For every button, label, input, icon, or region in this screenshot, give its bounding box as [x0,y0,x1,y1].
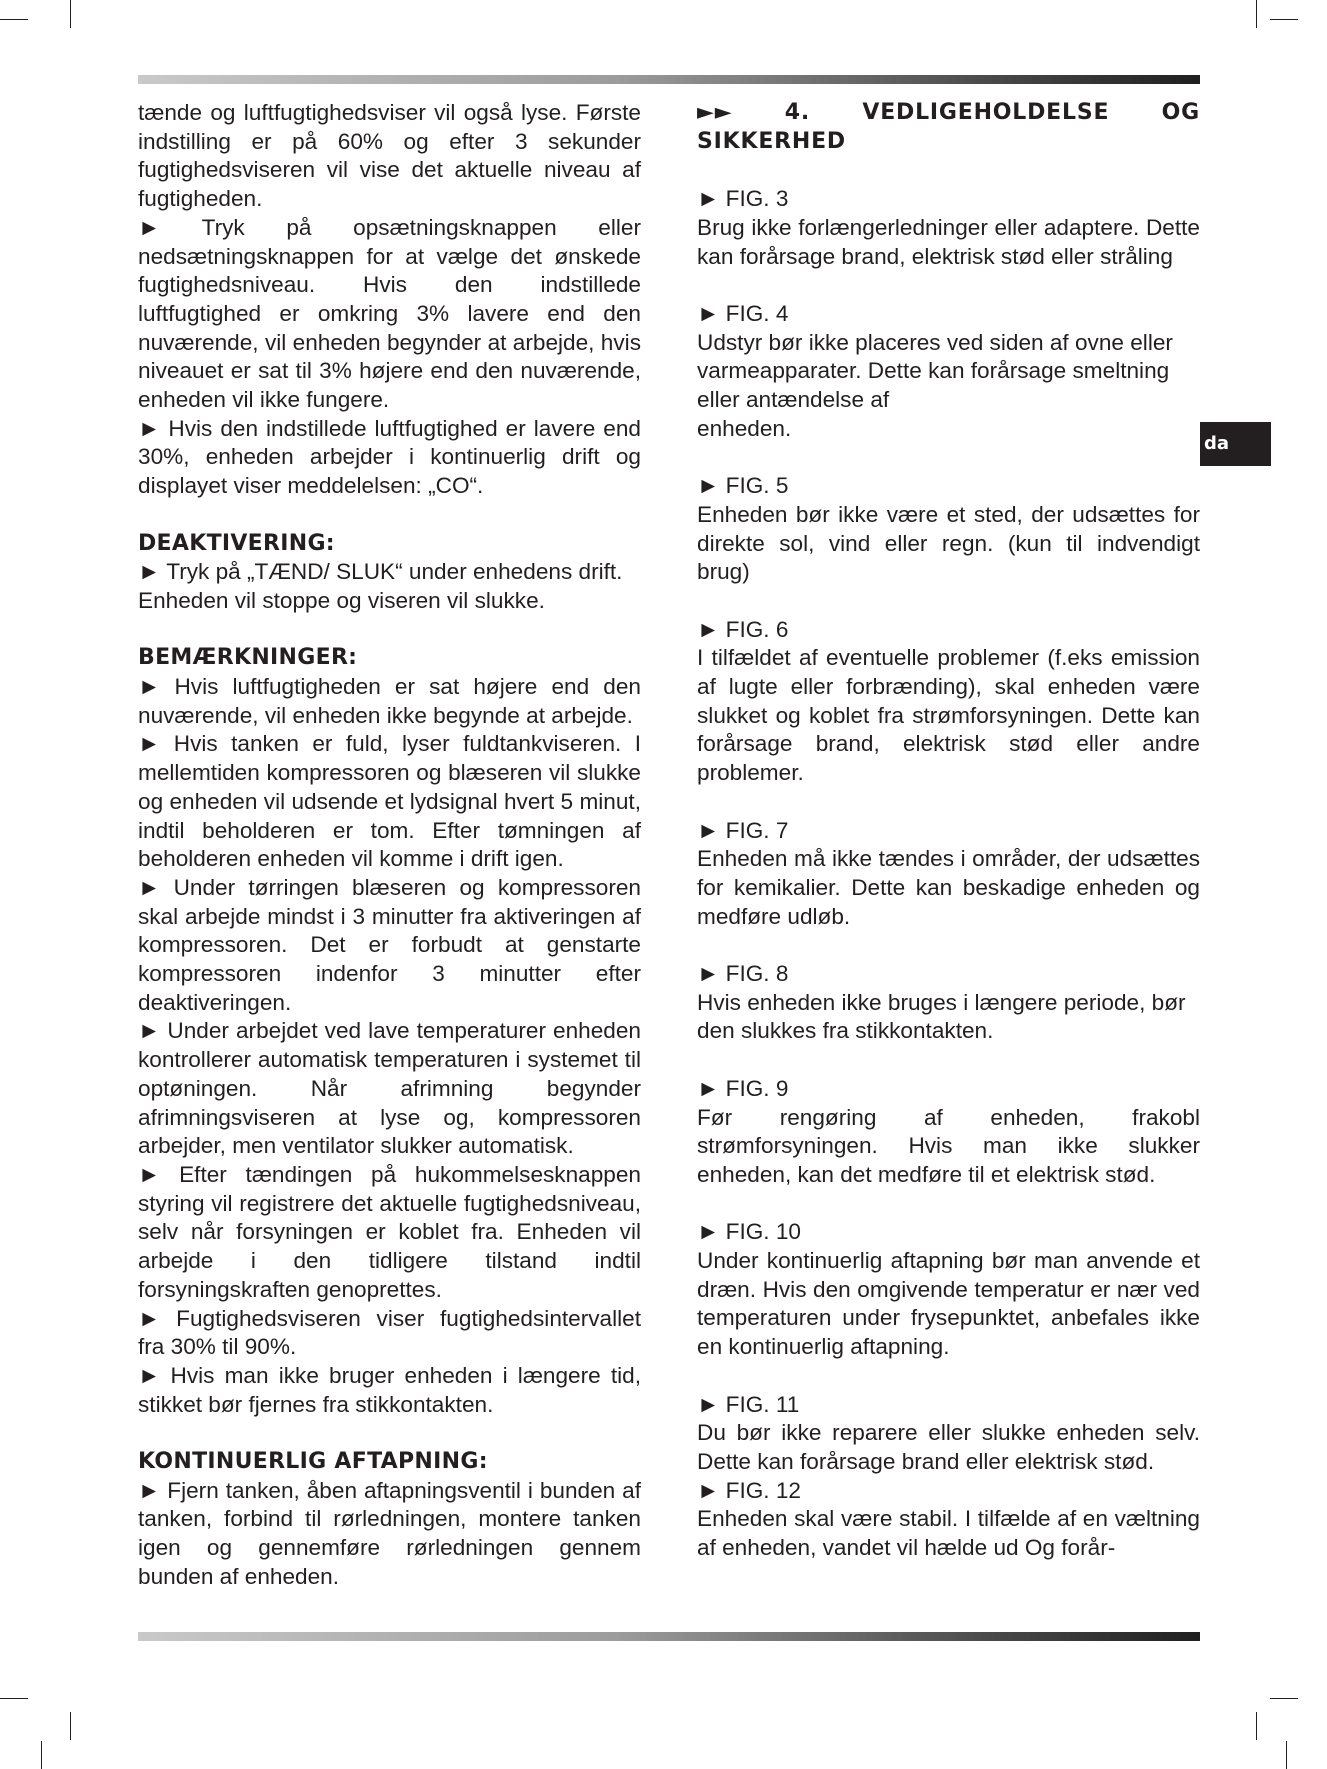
note-item: ► Hvis man ikke bruger enheden i længere tid, stikket bør fjernes fra stikkontakten. [138,1362,641,1417]
note-item: ► Efter tændingen på hukommelsesknappen styring vil registrere det aktuelle fugtighedsniveau, selv når forsyningen er koblet fra. Enheden vil arbejde i den tidligere tilstand indtil forsyningskraften genoprettes. [138,1161,641,1302]
fig-label: ► FIG. 10 [697,1219,801,1245]
fig-text: Før rengøring af enheden, frakobl strømforsyningen. Hvis man ikke slukker enheden, kan det medføre til et elektrisk stød. [697,1104,1200,1187]
footer-rule [138,1632,1200,1641]
section-heading-maintenance: ►► 4. VEDLIGEHOLDELSE OG SIKKERHED [697,100,1200,154]
fig-label: ► FIG. 3 [697,186,789,212]
crop-mark-bottom-right-h [1270,1698,1298,1699]
right-column [697,99,1200,1563]
crop-mark-top-right-h [1270,19,1298,20]
note-item: ► Under arbejdet ved lave temperaturer enheden kontrollerer automatisk temperaturen i systemet til optøningen. Når afrimning begynder afrimningsviseren at lyse og, kompressoren arbejder, men ventilator slukker automatisk. [138,1018,641,1159]
crop-mark-bottom-left-h [0,1698,28,1699]
fig-text: Brug ikke forlængerledninger eller adaptere. Dette kan forårsage brand, elektrisk stød eller stråling [697,214,1200,269]
fig-text: Enheden bør ikke være et sted, der udsættes for direkte sol, vind eller regn. (kun til indvendigt brug) [697,501,1200,585]
fig-label: ► FIG. 12 [697,1477,801,1503]
fig-label: ► FIG. 6 [697,616,789,642]
fig-label: ► FIG. 8 [697,961,789,986]
note-item: ► Fugtighedsviseren viser fugtighedsintervallet fra 30% til 90%. [138,1305,641,1360]
fig-label: ► FIG. 9 [697,1075,789,1101]
fig-text: Under kontinuerlig aftapning bør man anvende et dræn. Hvis den omgivende temperatur er nær ved temperaturen under frysepunktet, anbefales ikke en kontinuerlig aftapning. [697,1248,1200,1360]
crop-mark-bottom-left-v [70,1712,71,1740]
heading-deactivation: DEAKTIVERING: [138,530,335,556]
fig-text: I tilfældet af eventuelle problemer (f.eks emission af lugte eller forbrænding), skal enheden være slukket og koblet fra strømforsyningen. Dette kan forårsage brand, elektrisk stød eller andre problemer. [697,645,1200,786]
note-item: ► Hvis tanken er fuld, lyser fuldtankviseren. I mellemtiden kompressoren og blæseren vil slukke og enheden vil udsende et lydsignal hvert 5 minut, indtil beholderen er tom. Efter tømningen af beholderen enheden vil komme i drift igen. [138,731,641,872]
fig-text: Enheden må ikke tændes i områder, der udsættes for kemikalier. Dette kan beskadige enheden og medføre udløb. [697,846,1200,929]
note-item: ► Under tørringen blæseren og kompressoren skal arbejde mindst i 3 minutter fra aktiveringen af kompressoren. Det er forbudt at genstarte kompressoren indenfor 3 minutter efter deaktiveringen. [138,874,641,1015]
header-rule [138,75,1200,84]
crop-mark-bottom-right-v2 [1286,1741,1287,1769]
crop-mark-bottom-right-v [1256,1712,1257,1740]
heading-notes: BEMÆRKNINGER: [138,645,358,671]
crop-mark-top-right-v [1256,0,1257,28]
paragraph-continuous-mode: ► Hvis den indstillede luftfugtighed er lavere end 30%, enheden arbejder i kontinuerlig drift og displayet viser meddelelsen: „CO“. [138,415,641,499]
fig-text: Udstyr bør ikke placeres ved siden af ovne eller varmeapparater. Dette kan forårsage smeltning eller antændelse af [697,329,1173,412]
fig-label: ► FIG. 5 [697,473,789,499]
crop-mark-top-left-h [0,19,28,20]
fig-label: ► FIG. 4 [697,300,789,326]
paragraph-continuous-drain: ► Fjern tanken, åben aftapningsventil i bunden af tanken, forbind til rørledningen, montere tanken igen og gennemføre rørledningen gennem bunden af enheden. [138,1477,641,1589]
paragraph-setting: ► Tryk på opsætningsknappen eller nedsætningsknappen for at vælge det ønskede fugtighedsniveau. Hvis den indstillede luftfugtighed er omkring 3% lavere end den nuværende, vil enheden begynder at arbejde, hvis niveauet er sat til 3% højere end den nuværende, enheden vil ikke fungere. [138,214,641,413]
fig-text: Hvis enheden ikke bruges i længere periode, bør den slukkes fra stikkontakten. [697,989,1186,1044]
fig-text: Enheden skal være stabil. I tilfælde af en væltning af enheden, vandet vil hælde ud Og forår- [697,1506,1200,1561]
crop-mark-top-left-v [70,0,71,28]
fig-label: ► FIG. 7 [697,817,789,843]
fig-label: ► FIG. 11 [697,1391,800,1417]
paragraph-intro: tænde og luftfugtighedsviser vil også lyse. Første indstilling er på 60% og efter 3 sekunder fugtighedsviseren vil vise det aktuelle niveau af fugtigheden. [138,100,641,212]
heading-continuous-drain: KONTINUERLIG AFTAPNING: [138,1449,488,1474]
note-item: ► Hvis luftfugtigheden er sat højere end den nuværende, vil enheden ikke begynde at arbejde. [138,674,641,728]
crop-mark-bottom-left-v2 [41,1741,42,1769]
fig-text-continued: enheden. [697,415,792,441]
fig-text: Du bør ikke reparere eller slukke enheden selv. Dette kan forårsage brand eller elektrisk stød. [697,1420,1200,1474]
paragraph-deactivation: ► Tryk på „TÆND/ SLUK“ under enhedens drift. Enheden vil stoppe og viseren vil slukke. [138,559,623,613]
language-tab: da [1200,422,1271,466]
left-column [138,99,641,1592]
